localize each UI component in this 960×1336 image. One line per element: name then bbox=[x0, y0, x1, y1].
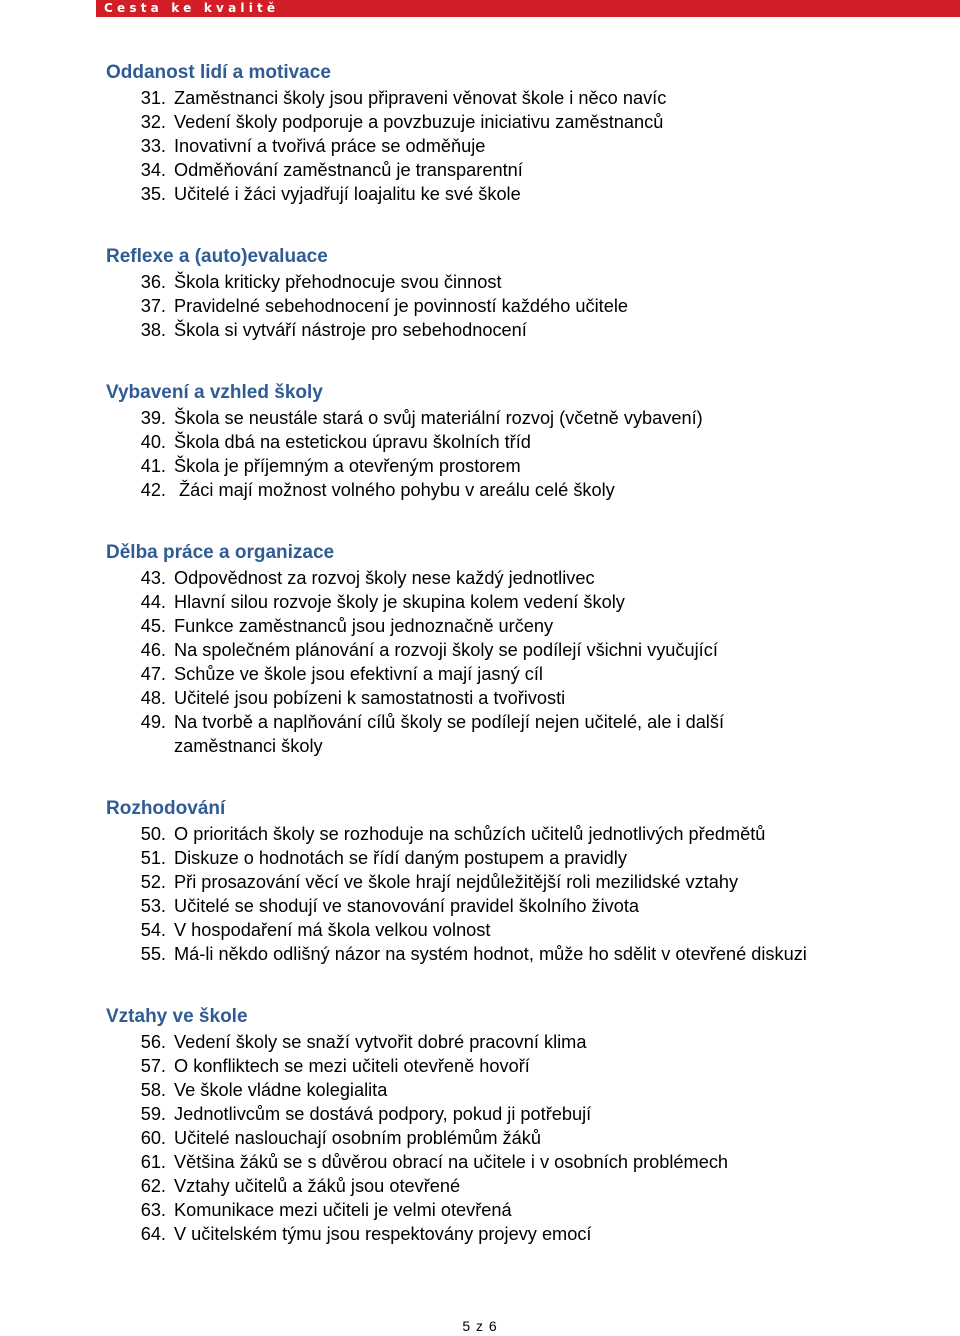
list-item bbox=[106, 1126, 946, 1150]
section-reflexe bbox=[106, 244, 946, 342]
item-number: 31. bbox=[140, 88, 166, 108]
item-number: 53. bbox=[140, 896, 166, 916]
item-number: 43. bbox=[140, 568, 166, 588]
item-number: 39. bbox=[140, 408, 166, 428]
header-title: Cesta ke kvalitě bbox=[104, 1, 280, 15]
item-number: 40. bbox=[140, 432, 166, 452]
list-item bbox=[106, 1150, 946, 1174]
item-text: Na společném plánování a rozvoji školy se podílejí všichni vyučující bbox=[174, 640, 718, 660]
item-text: Učitelé se shodují ve stanovování pravidel školního života bbox=[174, 896, 640, 916]
item-number: 64. bbox=[140, 1224, 166, 1244]
list-item bbox=[106, 1102, 946, 1126]
item-text: Má-li někdo odlišný názor na systém hodnot, může ho sdělit v otevřené diskuzi bbox=[174, 944, 807, 964]
item-number: 34. bbox=[140, 160, 166, 180]
list-item bbox=[106, 614, 946, 638]
item-number: 51. bbox=[140, 848, 166, 868]
item-text: Diskuze o hodnotách se řídí daným postupem a pravidly bbox=[174, 848, 627, 868]
list-item bbox=[106, 686, 946, 710]
item-text: Inovativní a tvořivá práce se odměňuje bbox=[174, 136, 486, 156]
list-item bbox=[106, 870, 946, 894]
list-item bbox=[106, 1222, 946, 1246]
item-text: Vztahy učitelů a žáků jsou otevřené bbox=[174, 1176, 461, 1196]
item-number: 52. bbox=[140, 872, 166, 892]
item-text: Většina žáků se s důvěrou obrací na učitele i v osobních problémech bbox=[174, 1152, 729, 1172]
list-item bbox=[106, 86, 946, 110]
list-item bbox=[106, 478, 946, 502]
item-text: Komunikace mezi učiteli je velmi otevřená bbox=[174, 1200, 512, 1220]
list-item bbox=[106, 1054, 946, 1078]
list-item bbox=[106, 566, 946, 590]
list-item bbox=[106, 942, 946, 966]
item-text: Učitelé i žáci vyjadřují loajalitu ke své škole bbox=[174, 184, 521, 204]
item-text: Odpovědnost za rozvoj školy nese každý jednotlivec bbox=[174, 568, 595, 588]
item-text: Jednotlivcům se dostává podpory, pokud ji potřebují bbox=[174, 1104, 592, 1124]
item-number: 63. bbox=[140, 1200, 166, 1220]
list-item bbox=[106, 406, 946, 430]
section-vztahy bbox=[106, 1004, 946, 1246]
section-rozhodovani bbox=[106, 796, 946, 966]
item-number: 59. bbox=[140, 1104, 166, 1124]
item-text: Škola kriticky přehodnocuje svou činnost bbox=[174, 272, 502, 292]
item-text: Škola dbá na estetickou úpravu školních tříd bbox=[174, 432, 531, 452]
item-number: 36. bbox=[140, 272, 166, 292]
list-item bbox=[106, 662, 946, 686]
list-item bbox=[106, 590, 946, 614]
item-number: 32. bbox=[140, 112, 166, 132]
list-item bbox=[106, 918, 946, 942]
item-number: 57. bbox=[140, 1056, 166, 1076]
item-number: 56. bbox=[140, 1032, 166, 1052]
item-number: 60. bbox=[140, 1128, 166, 1148]
list-item bbox=[106, 846, 946, 870]
list-item bbox=[106, 1174, 946, 1198]
item-text: Učitelé jsou pobízeni k samostatnosti a tvořivosti bbox=[174, 688, 566, 708]
item-number: 41. bbox=[140, 456, 166, 476]
list-item bbox=[106, 1030, 946, 1054]
item-number: 48. bbox=[140, 688, 166, 708]
item-text: Odměňování zaměstnanců je transparentní bbox=[174, 160, 523, 180]
section-oddanost bbox=[106, 60, 946, 206]
item-text: Ve škole vládne kolegialita bbox=[174, 1080, 388, 1100]
item-text: Schůze ve škole jsou efektivní a mají jasný cíl bbox=[174, 664, 543, 684]
item-text: Na tvorbě a naplňování cílů školy se podílejí nejen učitelé, ale i další zaměstnanci školy bbox=[174, 712, 724, 756]
item-text: Škola se neustále stará o svůj materiální rozvoj (včetně vybavení) bbox=[174, 408, 703, 428]
list-item bbox=[106, 110, 946, 134]
list-item bbox=[106, 318, 946, 342]
section-delba-prace bbox=[106, 540, 946, 758]
list-item bbox=[106, 454, 946, 478]
section-title: Vybavení a vzhled školy bbox=[106, 382, 323, 403]
section-title: Dělba práce a organizace bbox=[106, 542, 335, 563]
list-item bbox=[106, 822, 946, 846]
list-item bbox=[106, 134, 946, 158]
item-number: 58. bbox=[140, 1080, 166, 1100]
item-number: 62. bbox=[140, 1176, 166, 1196]
item-text: Pravidelné sebehodnocení je povinností každého učitele bbox=[174, 296, 628, 316]
section-vybaveni bbox=[106, 380, 946, 502]
list-item bbox=[106, 158, 946, 182]
item-number: 49. bbox=[140, 712, 166, 732]
item-text: Funkce zaměstnanců jsou jednoznačně určeny bbox=[174, 616, 554, 636]
item-number: 55. bbox=[140, 944, 166, 964]
item-number: 47. bbox=[140, 664, 166, 684]
list-item bbox=[106, 430, 946, 454]
document-content bbox=[106, 60, 946, 1284]
item-text: O konfliktech se mezi učiteli otevřeně hovoří bbox=[174, 1056, 530, 1076]
list-item bbox=[106, 894, 946, 918]
section-title: Rozhodování bbox=[106, 798, 226, 819]
item-number: 35. bbox=[140, 184, 166, 204]
item-text: Při prosazování věcí ve škole hrají nejdůležitější roli mezilidské vztahy bbox=[174, 872, 739, 892]
item-text: Škola si vytváří nástroje pro sebehodnocení bbox=[174, 320, 527, 340]
page-number: 5 z 6 bbox=[462, 1318, 498, 1334]
item-number: 38. bbox=[140, 320, 166, 340]
item-text: O prioritách školy se rozhoduje na schůzích učitelů jednotlivých předmětů bbox=[174, 824, 766, 844]
list-item bbox=[106, 182, 946, 206]
list-item bbox=[106, 1078, 946, 1102]
item-number: 44. bbox=[140, 592, 166, 612]
item-text: Vedení školy se snaží vytvořit dobré pracovní klima bbox=[174, 1032, 587, 1052]
list-item bbox=[106, 270, 946, 294]
item-number: 42. bbox=[140, 480, 166, 500]
item-number: 54. bbox=[140, 920, 166, 940]
item-text: Zaměstnanci školy jsou připraveni věnovat škole i něco navíc bbox=[174, 88, 667, 108]
item-number: 50. bbox=[140, 824, 166, 844]
item-number: 45. bbox=[140, 616, 166, 636]
list-item bbox=[106, 710, 946, 758]
item-text: Žáci mají možnost volného pohybu v areálu celé školy bbox=[174, 480, 615, 500]
item-number: 33. bbox=[140, 136, 166, 156]
item-number: 46. bbox=[140, 640, 166, 660]
item-text: Učitelé naslouchají osobním problémům žáků bbox=[174, 1128, 541, 1148]
item-text: V učitelském týmu jsou respektovány projevy emocí bbox=[174, 1224, 592, 1244]
item-text: Hlavní silou rozvoje školy je skupina kolem vedení školy bbox=[174, 592, 625, 612]
item-number: 37. bbox=[140, 296, 166, 316]
section-title: Vztahy ve škole bbox=[106, 1006, 248, 1027]
item-number: 61. bbox=[140, 1152, 166, 1172]
item-text: Škola je příjemným a otevřeným prostorem bbox=[174, 456, 521, 476]
list-item bbox=[106, 1198, 946, 1222]
section-title: Oddanost lidí a motivace bbox=[106, 62, 331, 83]
item-text: V hospodaření má škola velkou volnost bbox=[174, 920, 491, 940]
list-item bbox=[106, 294, 946, 318]
list-item bbox=[106, 638, 946, 662]
item-text: Vedení školy podporuje a povzbuzuje iniciativu zaměstnanců bbox=[174, 112, 664, 132]
section-title: Reflexe a (auto)evaluace bbox=[106, 246, 328, 267]
header-bar bbox=[96, 0, 960, 17]
